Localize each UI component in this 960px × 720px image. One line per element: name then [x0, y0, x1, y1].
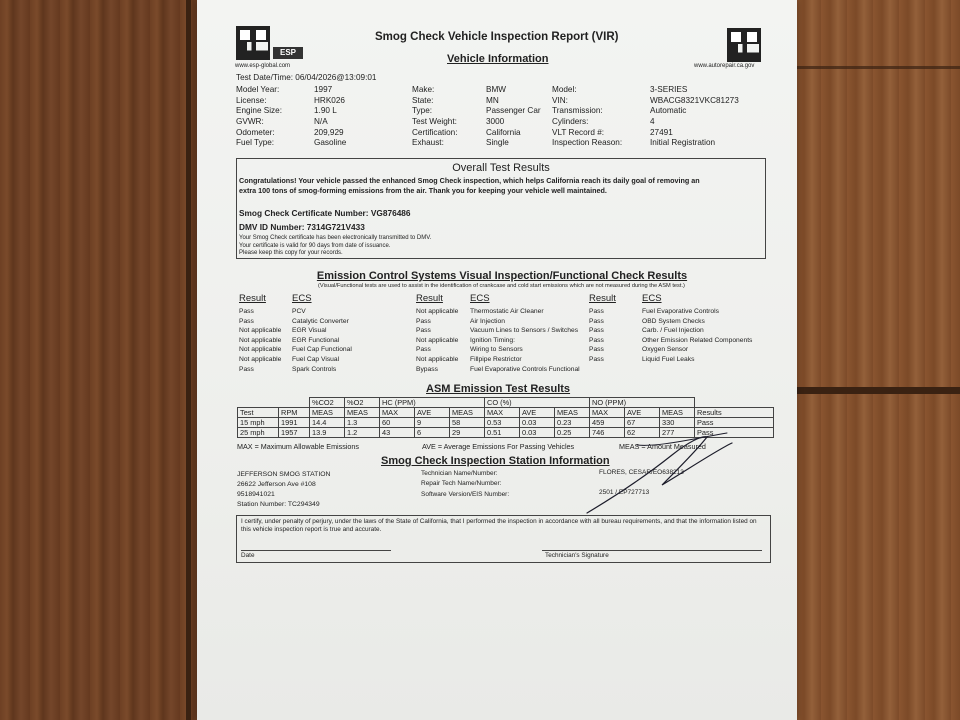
asm-sub-header: AVE: [415, 408, 450, 418]
repair-tech-label: Repair Tech Name/Number:: [421, 480, 502, 488]
ecs-row: [416, 355, 591, 365]
vehicle-field-value: BMW: [486, 85, 507, 94]
board-gap: [186, 0, 191, 720]
vehicle-field-value: 1997: [314, 85, 333, 94]
asm-rpm-value: 1991: [279, 418, 310, 428]
vehicle-field-label: Certification:: [412, 127, 458, 137]
ecs-result: Pass: [416, 327, 431, 335]
asm-measure-value: 1.2: [345, 428, 380, 438]
test-datetime: Test Date/Time: 06/04/2026@13:09:01: [236, 73, 377, 82]
ecs-result: Pass: [589, 327, 604, 335]
ecs-row: [416, 307, 591, 317]
tech-label: Technician Name/Number:: [421, 470, 498, 477]
station-address: 26622 Jefferson Ave #108: [237, 481, 316, 488]
note-transmitted: Your Smog Check certificate has been electronically transmitted to DMV.: [239, 235, 432, 241]
ecs-row: [589, 326, 769, 336]
asm-group-header: %O2: [345, 398, 380, 408]
asm-measure-value: 6: [415, 428, 450, 438]
asm-col-results: Results: [695, 408, 774, 418]
asm-measure-value: 13.9: [310, 428, 345, 438]
signature-line: [542, 550, 762, 551]
station-title: Smog Check Inspection Station Information: [381, 455, 610, 467]
asm-measure-value: 0.53: [485, 418, 520, 428]
ecs-header-row: [239, 294, 409, 307]
asm-measure-value: 0.03: [520, 428, 555, 438]
asm-sub-header: MEAS: [450, 408, 485, 418]
vehicle-field-value: HRK026: [314, 95, 345, 105]
ecs-row: [416, 345, 591, 355]
wood-table-left: [0, 0, 200, 720]
vehicle-field-label: Make:: [412, 85, 435, 94]
legend-max: MAX = Maximum Allowable Emissions: [237, 442, 360, 451]
ecs-component: EGR Functional: [292, 336, 340, 344]
vehicle-field-label: VLT Record #:: [552, 127, 605, 137]
vehicle-field-label: Exhaust:: [412, 138, 444, 148]
ecs-column-2: [416, 294, 591, 374]
vehicle-field-label: Model:: [552, 85, 577, 94]
asm-sub-header: MAX: [485, 408, 520, 418]
certify-text: I certify, under penalty of perjury, under the laws of the State of California, that I performed the inspection in accordance with all bureau requirements, and that the information listed on this vehicle inspection report is true and accurate.: [241, 518, 757, 534]
ecs-component: Spark Controls: [292, 365, 337, 373]
ecs-row: [416, 365, 591, 375]
ecs-row: [589, 345, 769, 355]
ecs-result-header: Result: [589, 293, 616, 304]
asm-sub-header: MAX: [590, 408, 625, 418]
wood-table-right: [795, 0, 960, 720]
asm-measure-value: 67: [625, 418, 660, 428]
ecs-component: Other Emission Related Components: [642, 336, 753, 344]
ecs-component: Fillpipe Restrictor: [470, 355, 522, 363]
ecs-result: Bypass: [416, 365, 438, 373]
vehicle-field-label: GVWR:: [236, 117, 264, 127]
technician-labels: [421, 469, 509, 500]
inspection-report-paper: [197, 0, 797, 720]
vehicle-field-value: Passenger Car: [486, 106, 541, 116]
asm-test-speed: 25 mph: [238, 428, 279, 438]
vehicle-field-label: Cylinders:: [552, 117, 589, 127]
asm-measure-value: 459: [590, 418, 625, 428]
vehicle-field-label: Model Year:: [236, 85, 280, 94]
ecs-row: [589, 355, 769, 365]
note-valid: Your certificate is valid for 90 days from date of issuance.: [239, 242, 391, 249]
ecs-result-header: Result: [416, 293, 443, 304]
tech-value: FLORES, CESAR/EO638213: [599, 469, 684, 476]
asm-blank-cell: [695, 398, 774, 408]
ecs-row: [589, 307, 769, 317]
asm-measure-value: 60: [380, 418, 415, 428]
ecs-result: Pass: [239, 308, 254, 315]
asm-measure-value: 29: [450, 428, 485, 438]
vehicle-field-label: Fuel Type:: [236, 138, 275, 148]
ecs-result: Pass: [416, 346, 431, 354]
asm-sub-header: AVE: [520, 408, 555, 418]
ecs-component: Liquid Fuel Leaks: [642, 355, 695, 363]
ecs-component: Fuel Evaporative Controls Functional: [470, 365, 580, 373]
qr-code-icon: [727, 28, 761, 62]
ecs-row: [239, 307, 409, 317]
certificate-notes: [239, 235, 431, 258]
ecs-result: Not applicable: [416, 355, 459, 363]
asm-result-value: Pass: [695, 428, 774, 438]
asm-measure-value: 0.25: [555, 428, 590, 438]
ecs-component: Air Injection: [470, 317, 505, 325]
overall-results-title: Overall Test Results: [452, 162, 550, 174]
asm-measure-value: 62: [625, 428, 660, 438]
vehicle-field-label: Odometer:: [236, 127, 275, 137]
ecs-result-header: Result: [239, 293, 266, 304]
vehicle-field-value: Initial Registration: [650, 138, 716, 148]
asm-measure-value: 1.3: [345, 418, 380, 428]
handwritten-signature: [577, 425, 747, 520]
ecs-component: Thermostatic Air Cleaner: [470, 308, 544, 315]
ecs-component: Fuel Cap Visual: [292, 355, 340, 363]
ecs-result: Not applicable: [416, 308, 459, 315]
ecs-name-header: ECS: [470, 293, 490, 304]
esp-logo: ESP: [273, 47, 303, 59]
ecs-result: Pass: [239, 365, 254, 373]
asm-sub-header: MEAS: [345, 408, 380, 418]
asm-measure-value: 0.23: [555, 418, 590, 428]
vehicle-field-value: Single: [486, 138, 509, 148]
asm-sub-header: MAX: [380, 408, 415, 418]
vehicle-field-value: 3000: [486, 117, 505, 127]
congrats-message: Congratulations! Your vehicle passed the enhanced Smog Check inspection, which helps California reach its daily goal of removing an extra 100 tons of smog-forming emissions from the air. Thank you for keeping your vehicle well maintained.: [239, 176, 700, 195]
vehicle-field-value: 3-SERIES: [650, 85, 688, 94]
asm-group-header: %CO2: [310, 398, 345, 408]
ecs-row: [416, 336, 591, 346]
ecs-component: EGR Visual: [292, 327, 327, 335]
ecs-row: [239, 345, 409, 355]
asm-measure-value: 0.51: [485, 428, 520, 438]
certificate-number: Smog Check Certificate Number: VG876486: [239, 208, 411, 218]
ecs-result: Not applicable: [239, 355, 282, 363]
ecs-row: [239, 336, 409, 346]
vehicle-info-grid: [236, 85, 776, 153]
ecs-result: Not applicable: [239, 336, 282, 344]
vehicle-field-value: WBACG8321VKC81273: [650, 95, 739, 105]
ecs-component: OBD System Checks: [642, 317, 705, 325]
asm-col-test: Test: [238, 408, 279, 418]
ecs-name-header: ECS: [642, 293, 662, 304]
asm-measure-value: 58: [450, 418, 485, 428]
asm-measure-value: 43: [380, 428, 415, 438]
ecs-row: [416, 317, 591, 327]
vehicle-field-value: 1.90 L: [314, 106, 337, 116]
ecs-row: [589, 317, 769, 327]
ecs-row: [239, 326, 409, 336]
ecs-component: Carb. / Fuel Injection: [642, 327, 704, 335]
certify-box: [236, 515, 771, 563]
vehicle-field-value: N/A: [314, 117, 328, 127]
software-label: Software Version/EIS Number:: [421, 490, 510, 498]
ecs-row: [589, 336, 769, 346]
asm-group-header: CO (%): [485, 398, 590, 408]
report-title: Smog Check Vehicle Inspection Report (VIR): [375, 31, 619, 43]
asm-group-header: NO (PPM): [590, 398, 695, 408]
ecs-row: [239, 317, 409, 327]
asm-sub-header: MEAS: [310, 408, 345, 418]
ecs-result: Pass: [416, 317, 431, 325]
asm-test-speed: 15 mph: [238, 418, 279, 428]
station-details: [237, 470, 330, 510]
asm-title: ASM Emission Test Results: [426, 383, 571, 395]
vehicle-field-label: Inspection Reason:: [552, 138, 623, 148]
vehicle-field-value: 27491: [650, 127, 673, 137]
software-value: 2501 / EP727713: [599, 489, 650, 496]
asm-measure-value: 0.03: [520, 418, 555, 428]
ecs-row: [416, 326, 591, 336]
asm-group-row: [238, 398, 774, 408]
vehicle-field-label: Engine Size:: [236, 106, 282, 116]
asm-measure-value: 330: [660, 418, 695, 428]
asm-col-rpm: RPM: [279, 408, 310, 418]
vehicle-field-value: Gasoline: [314, 138, 347, 148]
board-gap: [795, 66, 960, 69]
station-number: Station Number: TC294349: [237, 501, 320, 508]
ecs-component: Oxygen Sensor: [642, 346, 689, 354]
vehicle-field-label: Type:: [412, 106, 433, 116]
autorepair-url: www.autorepair.ca.gov: [694, 63, 755, 69]
asm-measure-value: 9: [415, 418, 450, 428]
ecs-component: Fuel Evaporative Controls: [642, 308, 719, 315]
ecs-name-header: ECS: [292, 293, 312, 304]
ecs-component: Catalytic Converter: [292, 317, 349, 325]
asm-sub-header: AVE: [625, 408, 660, 418]
ecs-row: [239, 365, 409, 375]
vehicle-field-label: VIN:: [552, 95, 568, 105]
ecs-component: Ignition Timing:: [470, 336, 515, 344]
ecs-component: Wiring to Sensors: [470, 346, 523, 354]
vehicle-field-value: MN: [486, 95, 499, 105]
asm-measure-value: 14.4: [310, 418, 345, 428]
ecs-component: Vacuum Lines to Sensors / Switches: [470, 327, 579, 335]
ecs-title: Emission Control Systems Visual Inspection/Functional Check Results: [316, 270, 688, 282]
vehicle-field-label: Test Weight:: [412, 117, 457, 127]
ecs-header-row: [589, 294, 769, 307]
signature-label: Technician's Signature: [545, 552, 609, 559]
asm-sub-header: MEAS: [555, 408, 590, 418]
qr-code-icon: [236, 26, 270, 60]
asm-sub-header: MEAS: [660, 408, 695, 418]
vehicle-field-label: State:: [412, 95, 434, 105]
legend-ave: AVE = Average Emissions For Passing Vehicles: [422, 442, 575, 451]
ecs-column-1: [239, 294, 409, 374]
ecs-component: Fuel Cap Functional: [292, 346, 352, 354]
ecs-result: Not applicable: [239, 327, 282, 335]
ecs-header-row: [416, 294, 591, 307]
asm-measure-value: 277: [660, 428, 695, 438]
vehicle-info-heading: Vehicle Information: [447, 53, 549, 65]
ecs-result: Pass: [239, 317, 254, 325]
asm-rpm-value: 1957: [279, 428, 310, 438]
ecs-note: (Visual/Functional tests are used to assist in the identification of crankcase and cold start emissions which are not measured during the ASM test.): [318, 283, 685, 289]
note-keep-copy: Please keep this copy for your records.: [239, 250, 343, 256]
vehicle-field-value: California: [486, 127, 521, 137]
esp-url: www.esp-global.com: [235, 63, 291, 69]
date-line: [241, 550, 391, 551]
vehicle-field-value: 4: [650, 117, 655, 127]
ecs-result: Pass: [589, 308, 604, 315]
station-name: JEFFERSON SMOG STATION: [237, 471, 331, 478]
vehicle-field-value: Automatic: [650, 106, 687, 116]
date-label: Date: [241, 552, 255, 559]
asm-group-header: HC (PPM): [380, 398, 485, 408]
asm-result-value: Pass: [695, 418, 774, 428]
ecs-result: Pass: [589, 317, 604, 325]
ecs-component: PCV: [292, 308, 306, 315]
asm-measure-value: 746: [590, 428, 625, 438]
ecs-result: Not applicable: [239, 346, 282, 354]
dmv-id-number: DMV ID Number: 7314G721V433: [239, 222, 365, 232]
legend-meas: MEAS = Amount Measured: [619, 442, 706, 451]
asm-blank-cell: [238, 398, 310, 408]
ecs-row: [239, 355, 409, 365]
overall-results-box: [236, 158, 766, 259]
asm-subheader-row: [238, 408, 774, 418]
ecs-result: Pass: [589, 346, 604, 354]
station-phone: 9518941021: [237, 491, 275, 498]
ecs-column-3: [589, 294, 769, 365]
vehicle-field-value: 209,929: [314, 127, 344, 137]
board-gap: [795, 387, 960, 394]
ecs-result: Not applicable: [416, 336, 459, 344]
ecs-result: Pass: [589, 355, 604, 363]
ecs-result: Pass: [589, 336, 604, 344]
vehicle-field-label: License:: [236, 95, 267, 105]
vehicle-field-label: Transmission:: [552, 106, 603, 116]
